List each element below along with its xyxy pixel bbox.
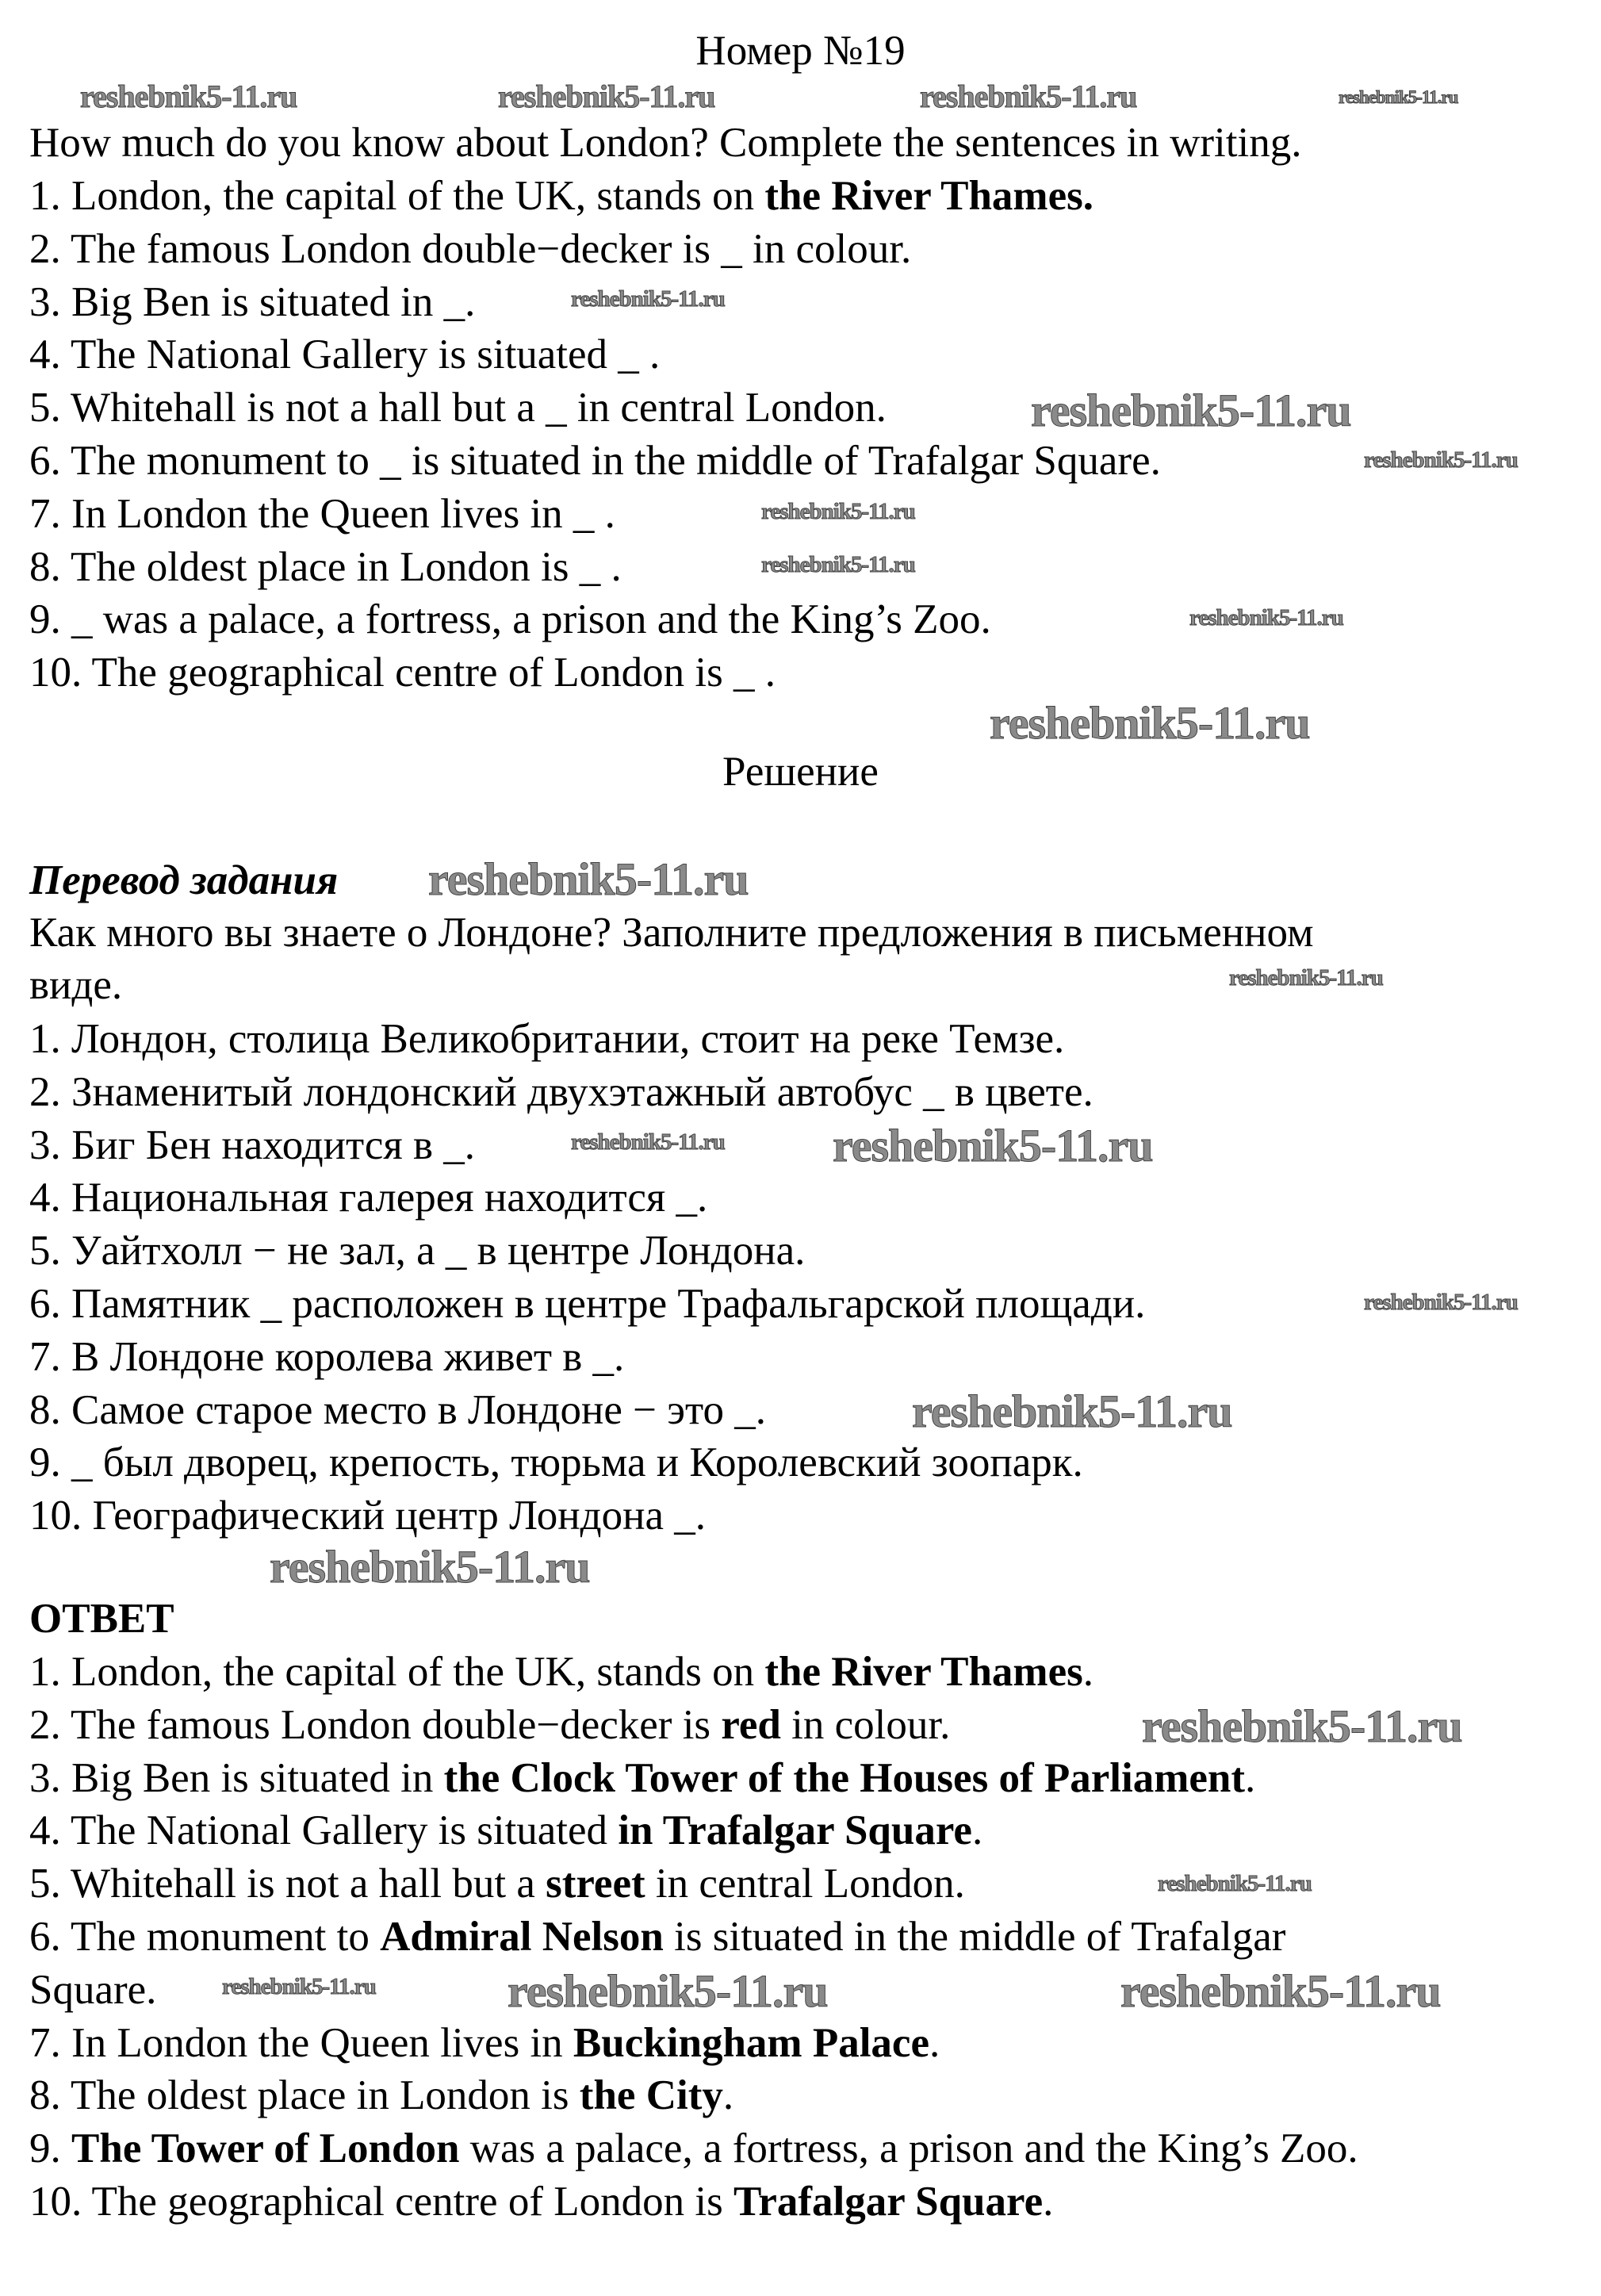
line-text: 3. Биг Бен находится в _.	[29, 1121, 476, 1168]
translation-line	[29, 1333, 624, 1381]
watermark: reshebnik5-11.ru	[1158, 1871, 1312, 1896]
line-text: Square.	[29, 1966, 157, 2013]
line-text: 5. Уайтхолл − не зал, а _ в центре Лондона.	[29, 1228, 806, 1274]
line-text: was a palace, a fortress, a prison and the King’s Zoo.	[459, 2125, 1358, 2172]
watermark: reshebnik5-11.ru	[1229, 965, 1383, 991]
answer-heading: ОТВЕТ	[29, 1596, 174, 1642]
line-text: 10. The geographical centre of London is _ .	[29, 650, 776, 696]
translation-line	[29, 1121, 475, 1169]
line-text: 10. The geographical centre of London is	[29, 2179, 733, 2225]
answer-bold-text: the City	[579, 2072, 723, 2119]
task-line	[29, 437, 1161, 485]
line-text: 9. _ был дворец, крепость, тюрьма и Королевский зоопарк.	[29, 1439, 1083, 1486]
watermark: reshebnik5-11.ru	[833, 1120, 1153, 1171]
task-line	[29, 225, 911, 273]
watermark: reshebnik5-11.ru	[912, 1386, 1232, 1437]
translation-intro: Как много вы знаете о Лондоне? Заполните предложения в письменном	[29, 910, 1314, 956]
line-text: .	[929, 2019, 940, 2066]
line-text: 7. In London the Queen lives in	[29, 2019, 573, 2066]
answer-line	[29, 2125, 1358, 2172]
answer-bold-text: the River Thames.	[764, 173, 1094, 219]
page-title: Номер №19	[695, 28, 906, 74]
watermark: reshebnik5-11.ru	[920, 79, 1137, 114]
watermark: reshebnik5-11.ru	[571, 286, 725, 312]
line-text: .	[1082, 1649, 1094, 1695]
task-line	[29, 543, 622, 591]
answer-line	[29, 1807, 982, 1854]
line-text: 2. The famous London double−decker is _ in colour.	[29, 225, 912, 272]
task-line	[29, 172, 1094, 220]
answer-bold-text: in Trafalgar Square	[618, 1807, 972, 1854]
line-text: 3. Big Ben is situated in _.	[29, 278, 476, 325]
answer-bold-text: Buckingham Palace	[573, 2019, 929, 2066]
translation-line	[29, 1492, 706, 1539]
line-text: .	[1043, 2179, 1054, 2225]
watermark: reshebnik5-11.ru	[1189, 605, 1343, 631]
answer-bold-text: Admiral Nelson	[380, 1914, 664, 1960]
answer-line	[29, 1860, 965, 1907]
watermark: reshebnik5-11.ru	[1339, 87, 1458, 107]
line-text: 9. _ was a palace, a fortress, a prison and the King’s Zoo.	[29, 596, 991, 643]
line-text: 6. Памятник _ расположен в центре Трафальгарской площади.	[29, 1281, 1146, 1327]
line-text: .	[722, 2072, 734, 2119]
answer-line	[29, 2072, 733, 2119]
line-text: is situated in the middle of Trafalgar	[663, 1914, 1286, 1960]
watermark: reshebnik5-11.ru	[990, 697, 1310, 749]
line-text: 9.	[29, 2125, 71, 2172]
line-text: in colour.	[780, 1701, 951, 1748]
answer-line	[29, 1913, 1285, 1961]
watermark: reshebnik5-11.ru	[498, 79, 715, 114]
watermark: reshebnik5-11.ru	[1364, 1290, 1518, 1315]
answer-line	[29, 2019, 940, 2067]
task-line	[29, 331, 660, 378]
watermark: reshebnik5-11.ru	[270, 1541, 590, 1593]
watermark: reshebnik5-11.ru	[1031, 385, 1351, 436]
line-text: 5. Whitehall is not a hall but a	[29, 1861, 546, 1907]
translation-line	[29, 1015, 1064, 1063]
task-line	[29, 278, 475, 326]
line-text: 3. Big Ben is situated in	[29, 1754, 444, 1801]
answer-bold-text: The Tower of London	[71, 2125, 460, 2172]
answer-bold-text: the River Thames	[764, 1649, 1083, 1695]
task-line	[29, 596, 991, 643]
answer-bold-text: the Clock Tower of the Houses of Parliament	[443, 1754, 1245, 1801]
line-text: 8. Самое старое место в Лондоне − это _.	[29, 1386, 766, 1433]
watermark: reshebnik5-11.ru	[428, 853, 749, 905]
line-text: 2. Знаменитый лондонский двухэтажный автобус _ в цвете.	[29, 1068, 1094, 1115]
line-text: .	[1245, 1754, 1256, 1801]
task-intro: How much do you know about London? Complete the sentences in writing.	[29, 120, 1302, 166]
solution-heading: Решение	[722, 749, 879, 795]
watermark: reshebnik5-11.ru	[222, 1974, 376, 1999]
line-text: 6. The monument to _ is situated in the middle of Trafalgar Square.	[29, 438, 1161, 484]
watermark: reshebnik5-11.ru	[507, 1965, 828, 2017]
line-text: 2. The famous London double−decker is	[29, 1701, 722, 1748]
line-text: 7. In London the Queen lives in _ .	[29, 490, 615, 537]
line-text: 1. London, the capital of the UK, stands on	[29, 173, 765, 219]
line-text: 6. The monument to	[29, 1914, 381, 1960]
line-text: 5. Whitehall is not a hall but a _ in central London.	[29, 385, 887, 431]
answer-bold-text: street	[546, 1861, 645, 1907]
watermark: reshebnik5-11.ru	[761, 552, 915, 577]
translation-line	[29, 1068, 1094, 1116]
line-text: 7. В Лондоне королева живет в _.	[29, 1333, 625, 1380]
line-text: .	[971, 1807, 983, 1854]
task-line	[29, 649, 776, 696]
watermark: reshebnik5-11.ru	[1142, 1700, 1462, 1752]
answer-bold-text: Trafalgar Square	[733, 2179, 1044, 2225]
line-text: 8. The oldest place in London is	[29, 2072, 580, 2119]
answer-line	[29, 1648, 1094, 1696]
line-text: 1. London, the capital of the UK, stands on	[29, 1649, 765, 1695]
line-text: 4. Национальная галерея находится _.	[29, 1175, 708, 1221]
translation-intro-cont: виде.	[29, 962, 123, 1008]
answer-line	[29, 1701, 950, 1749]
line-text: 10. Географический центр Лондона _.	[29, 1493, 706, 1539]
line-text: 1. Лондон, столица Великобритании, стоит на реке Темзе.	[29, 1016, 1065, 1062]
answer-line	[29, 1754, 1255, 1802]
line-text: 4. The National Gallery is situated	[29, 1807, 619, 1854]
translation-heading: Перевод задания	[29, 857, 339, 903]
translation-line	[29, 1174, 707, 1221]
task-line	[29, 490, 615, 538]
task-line	[29, 384, 887, 431]
watermark: reshebnik5-11.ru	[1364, 447, 1518, 473]
watermark: reshebnik5-11.ru	[1120, 1965, 1441, 2017]
line-text: 8. The oldest place in London is _ .	[29, 543, 622, 590]
translation-line	[29, 1280, 1145, 1328]
answer-bold-text: red	[721, 1701, 781, 1748]
line-text: in central London.	[645, 1861, 965, 1907]
translation-line	[29, 1439, 1083, 1486]
watermark: reshebnik5-11.ru	[571, 1129, 725, 1155]
translation-line	[29, 1227, 805, 1274]
answer-line	[29, 2178, 1053, 2225]
line-text: 4. The National Gallery is situated _ .	[29, 332, 661, 378]
translation-line	[29, 1386, 766, 1434]
watermark: reshebnik5-11.ru	[761, 499, 915, 524]
watermark: reshebnik5-11.ru	[80, 79, 297, 114]
answer-line-cont	[29, 1966, 156, 2014]
